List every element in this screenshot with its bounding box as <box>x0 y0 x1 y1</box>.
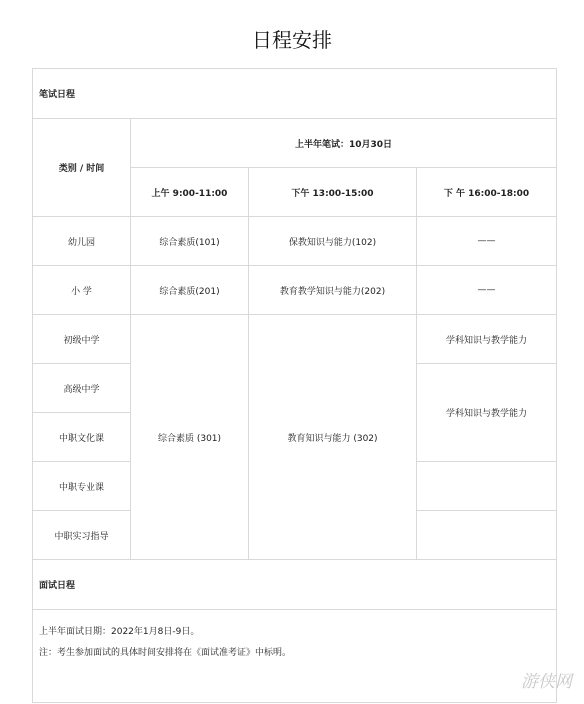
corner-header: 类别 / 时间 <box>33 119 131 217</box>
exam-cell: 综合素质(201) <box>131 266 249 315</box>
empty-cell <box>417 511 557 560</box>
page-title: 日程安排 <box>252 28 332 52</box>
written-section-title: 笔试日程 <box>33 69 557 119</box>
interview-note-line: 注：考生参加面试的具体时间安排将在《面试准考证》中标明。 <box>39 648 292 658</box>
session-header: 上半年笔试：10月30日 <box>131 119 557 168</box>
category-cell: 初级中学 <box>33 315 131 364</box>
category-cell: 幼儿园 <box>33 217 131 266</box>
exam-cell: —— <box>417 266 557 315</box>
interview-date-line: 上半年面试日期：2022年1月8日-9日。 <box>39 627 200 637</box>
time-slot-pm1: 下午 13:00-15:00 <box>249 168 417 217</box>
exam-cell: 综合素质 (301) <box>131 315 249 560</box>
category-cell: 中职专业课 <box>33 462 131 511</box>
table-row <box>33 266 557 315</box>
exam-cell: 教育教学知识与能力(202) <box>249 266 417 315</box>
table-row <box>33 217 557 266</box>
exam-cell: 学科知识与教学能力 <box>417 364 557 462</box>
exam-cell: 保教知识与能力(102) <box>249 217 417 266</box>
interview-section-title: 面试日程 <box>33 560 557 610</box>
exam-cell: 学科知识与教学能力 <box>417 315 557 364</box>
table-row <box>33 315 557 364</box>
category-cell: 中职实习指导 <box>33 511 131 560</box>
category-cell: 中职文化课 <box>33 413 131 462</box>
interview-notes <box>33 610 557 703</box>
category-cell: 小 学 <box>33 266 131 315</box>
watermark-logo: 游侠网 <box>521 672 572 692</box>
exam-cell: 综合素质(101) <box>131 217 249 266</box>
time-slot-pm2: 下 午 16:00-18:00 <box>417 168 557 217</box>
exam-cell: 教育知识与能力 (302) <box>249 315 417 560</box>
exam-cell: —— <box>417 217 557 266</box>
schedule-table <box>32 68 557 703</box>
empty-cell <box>417 462 557 511</box>
time-slot-am: 上午 9:00-11:00 <box>131 168 249 217</box>
category-cell: 高级中学 <box>33 364 131 413</box>
